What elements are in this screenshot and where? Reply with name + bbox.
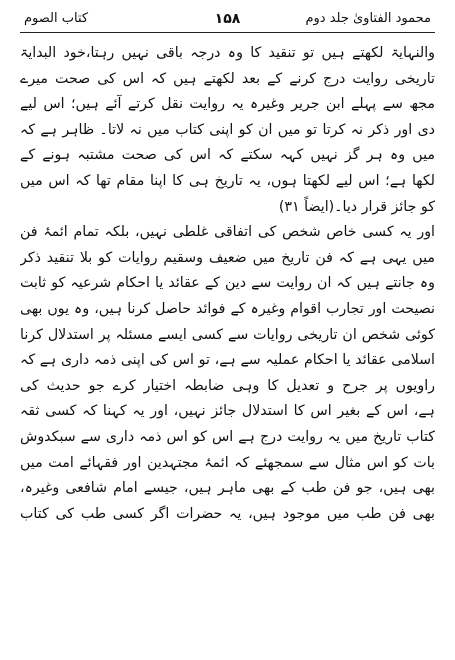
text-line: وہ جانتے ہیں کہ ان روایت سے دین کے عقائد یا احکام شرعیہ کو ثابت [20, 275, 435, 292]
book-title: محمود الفتاویٰ جلد دوم [305, 11, 431, 26]
text-line: بھی فن طب میں موجود ہیں، یہ حضرات اگر کسی طب کی کتاب [20, 505, 435, 522]
text-line: ہے، اس کے بغیر اس کا استدلال جائز نہیں، اور یہ کہنا کہ کسی ثقہ [20, 403, 435, 420]
text-line: والنہایۃ لکھتے ہیں تو تنقید کا وہ درجہ باقی نہیں رہتا،خود البدایۃ [20, 45, 435, 61]
page-header [20, 6, 435, 33]
text-line: بات کو اس مثال سے سمجھئے کہ ائمۂ مجتہدین اور فقہائے امت میں [20, 454, 435, 471]
text-line: میں یہی ہے کہ فن تاریخ میں ضعیف وسقیم روایات کو بلا تنقید ذکر [20, 249, 435, 266]
text-line: بھی ہیں، جو فن طب کے بھی ماہر ہیں، جیسے امام شافعی وغیرہ، [20, 480, 435, 497]
text-line: اور یہ کسی خاص شخص کی اتفاقی غلطی نہیں، بلکہ تمام ائمۂ فن [20, 224, 435, 241]
text-line: کو جائز قرار دیا۔(ایضاً ۳۱) [278, 198, 435, 215]
text-line: نصیحت اور تجارب اقوام وغیرہ کے فوائد حاصل کرنا ہیں، وہ یوں بھی [20, 300, 435, 317]
section-title: کتاب الصوم [24, 11, 89, 26]
paragraph-1 [20, 41, 435, 220]
text-line: دی اور ذکر نہ کرتا تو میں ان کو اپنی کتاب میں نہ لاتا۔ ظاہر ہے کہ [20, 121, 435, 138]
text-line: راویوں پر جرح و تعدیل کا وہی ضابطہ اختیار کرے جو حدیث کی [20, 377, 435, 394]
text-line: تاریخی روایت درج کرنے کے بعد لکھتے ہیں کہ اس کی صحت میرے [20, 70, 435, 87]
book-page [20, 6, 435, 654]
page-body [20, 41, 435, 527]
text-line: اسلامی عقائد یا احکام عملیہ سے ہے، تو اس کی اپنی ذمہ داری ہے کہ [20, 352, 435, 369]
page-number: ۱۵۸ [214, 11, 241, 27]
text-line: لکھا ہے؛ اس لیے لکھتا ہوں، یہ تاریخ ہی کا اپنا مقام تھا کہ اس میں [20, 172, 435, 189]
text-line: مجھ سے پہلے ابن جریر وغیرہ یہ روایت نقل کرتے آئے ہیں؛ اس لیے [20, 96, 435, 113]
text-line: کوئی شخص ان تاریخی روایات سے کسی ایسے مسئلہ پر استدلال کرنا [20, 326, 435, 343]
text-line: کتاب تاریخ میں یہ روایت درج ہے اس کو اس ذمہ داری سے سبکدوش [20, 428, 435, 445]
paragraph-2 [20, 220, 435, 527]
text-line: میں وہ ہر گز نہیں کہہ سکتے کہ اس کی صحت مشتبہ ہونے کے [20, 147, 435, 164]
